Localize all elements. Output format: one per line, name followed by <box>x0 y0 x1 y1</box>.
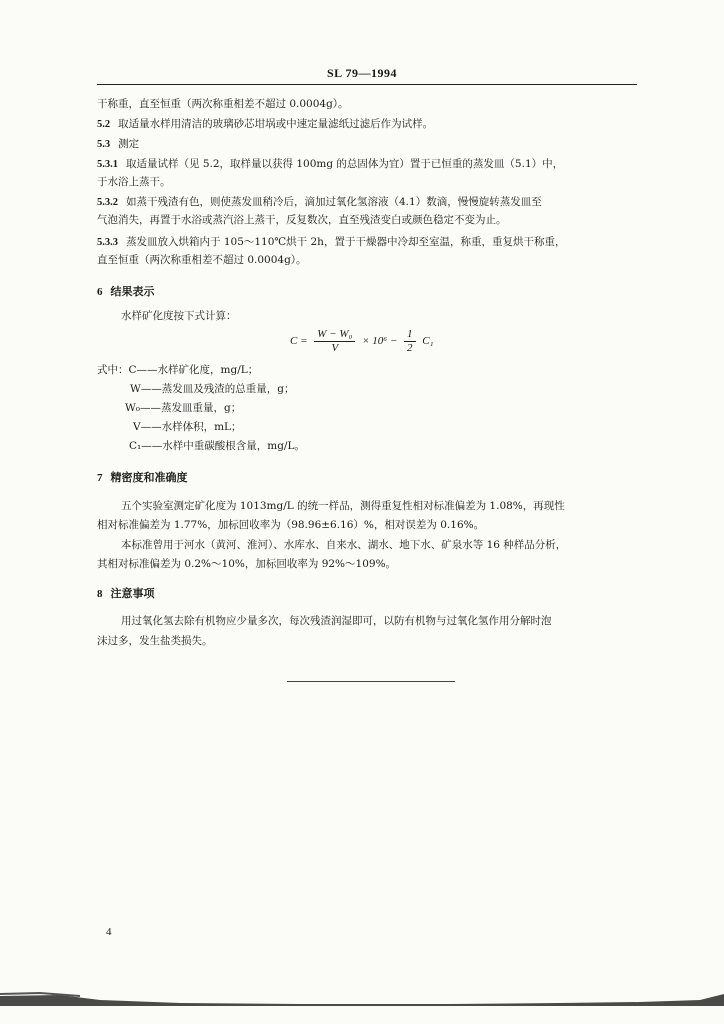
section-number: 6 <box>97 286 103 298</box>
clause-number: 5.2 <box>97 119 111 130</box>
text-line: 其相对标准偏差为 0.2%～10%，加标回收率为 92%～109%。 <box>97 558 397 570</box>
clause-text: 取适量试样（见 5.2，取样量以获得 100mg 的总固体为宜）置于已恒重的蒸发皿（5.1）中， <box>126 158 564 170</box>
clause-text: 蒸发皿放入烘箱内于 105～110℃烘干 2h，置于干燥器中冷却至室温，称重，重复烘干称重， <box>126 236 566 248</box>
section-title: 结果表示 <box>110 285 155 298</box>
formula-lhs: C = <box>290 335 308 348</box>
clause-text: 取适量水样用清洁的玻璃砂芯坩埚或中速定量滤纸过滤后作为试样。 <box>118 118 434 130</box>
formula-tail: C₁ <box>422 335 434 348</box>
text-line: 相对标准偏差为 1.77%，加标回收率为（98.96±6.16）%，相对误差为 0.16%。 <box>97 519 485 531</box>
clause-5-3-1 <box>97 156 563 173</box>
clause-5-3-3 <box>97 234 565 251</box>
text-line: 于水浴上蒸干。 <box>97 176 171 188</box>
clause-5-2 <box>97 116 433 133</box>
clause-5-3-2 <box>97 194 542 211</box>
fraction-numerator: 1 <box>404 328 416 342</box>
text-line: 沫过多，发生盐类损失。 <box>97 635 213 647</box>
variable-definition: C₁——水样中重碳酸根含量，mg/L。 <box>129 440 305 452</box>
page-number: 4 <box>106 926 112 938</box>
section-number: 7 <box>97 472 103 484</box>
text-line: 用过氧化氢去除有机物应少量多次，每次残渣润湿即可，以防有机物与过氧化氢作用分解时泡 <box>121 615 552 627</box>
clause-5-3 <box>97 136 139 153</box>
text-line: 干称重，直至恒重（两次称重相差不超过 0.0004g）。 <box>97 98 349 110</box>
variable-definition: V——水样体积，mL； <box>133 421 242 433</box>
text-line: 气泡消失，再置于水浴或蒸汽浴上蒸干，反复数次，直至残渣变白或颜色稳定不变为止。 <box>97 214 507 226</box>
variable-definition: 式中：C——水样矿化度，mg/L； <box>97 364 259 376</box>
clause-number: 5.3 <box>97 139 111 150</box>
variable-definition: W₀——蒸发皿重量，g； <box>125 402 242 414</box>
scan-edge-shadow <box>0 990 724 1006</box>
text-line: 水样矿化度按下式计算： <box>121 310 237 322</box>
clause-text: 测定 <box>118 138 140 150</box>
standard-code: SL 79—1994 <box>326 66 397 80</box>
text-line: 直至恒重（两次称重相差不超过 0.0004g）。 <box>97 254 307 266</box>
section-number: 8 <box>97 588 103 600</box>
section-title: 注意事项 <box>110 587 155 600</box>
fraction-denominator: 2 <box>407 342 413 354</box>
clause-number: 5.3.2 <box>97 197 118 208</box>
clause-number: 5.3.3 <box>97 237 118 248</box>
formula-middle: × 10⁶ − <box>362 335 398 348</box>
section-title: 精密度和准确度 <box>110 471 188 484</box>
text-line: 本标准曾用于河水（黄河、淮河）、水库水、自来水、湖水、地下水、矿泉水等 16 种样品分析， <box>121 539 567 551</box>
half-fraction <box>404 328 416 355</box>
variable-definition: W——蒸发皿及残渣的总重量，g； <box>130 383 295 395</box>
mineralization-formula <box>290 328 433 355</box>
section-8-heading <box>97 586 155 602</box>
text-line: 五个实验室测定矿化度为 1013mg/L 的统一样品，测得重复性相对标准偏差为 1.08%，再现性 <box>121 500 565 512</box>
end-rule <box>287 681 455 682</box>
fraction-denominator: V <box>331 342 339 354</box>
clause-text: 如蒸干残渣有色，则使蒸发皿稍冷后，滴加过氧化氢溶液（4.1）数滴，慢慢旋转蒸发皿至 <box>126 196 542 208</box>
section-7-heading <box>97 470 188 486</box>
clause-number: 5.3.1 <box>97 159 118 170</box>
section-6-heading <box>97 284 155 300</box>
fraction <box>314 328 355 355</box>
header-rule <box>97 84 637 85</box>
fraction-numerator: W − W₀ <box>314 328 355 342</box>
